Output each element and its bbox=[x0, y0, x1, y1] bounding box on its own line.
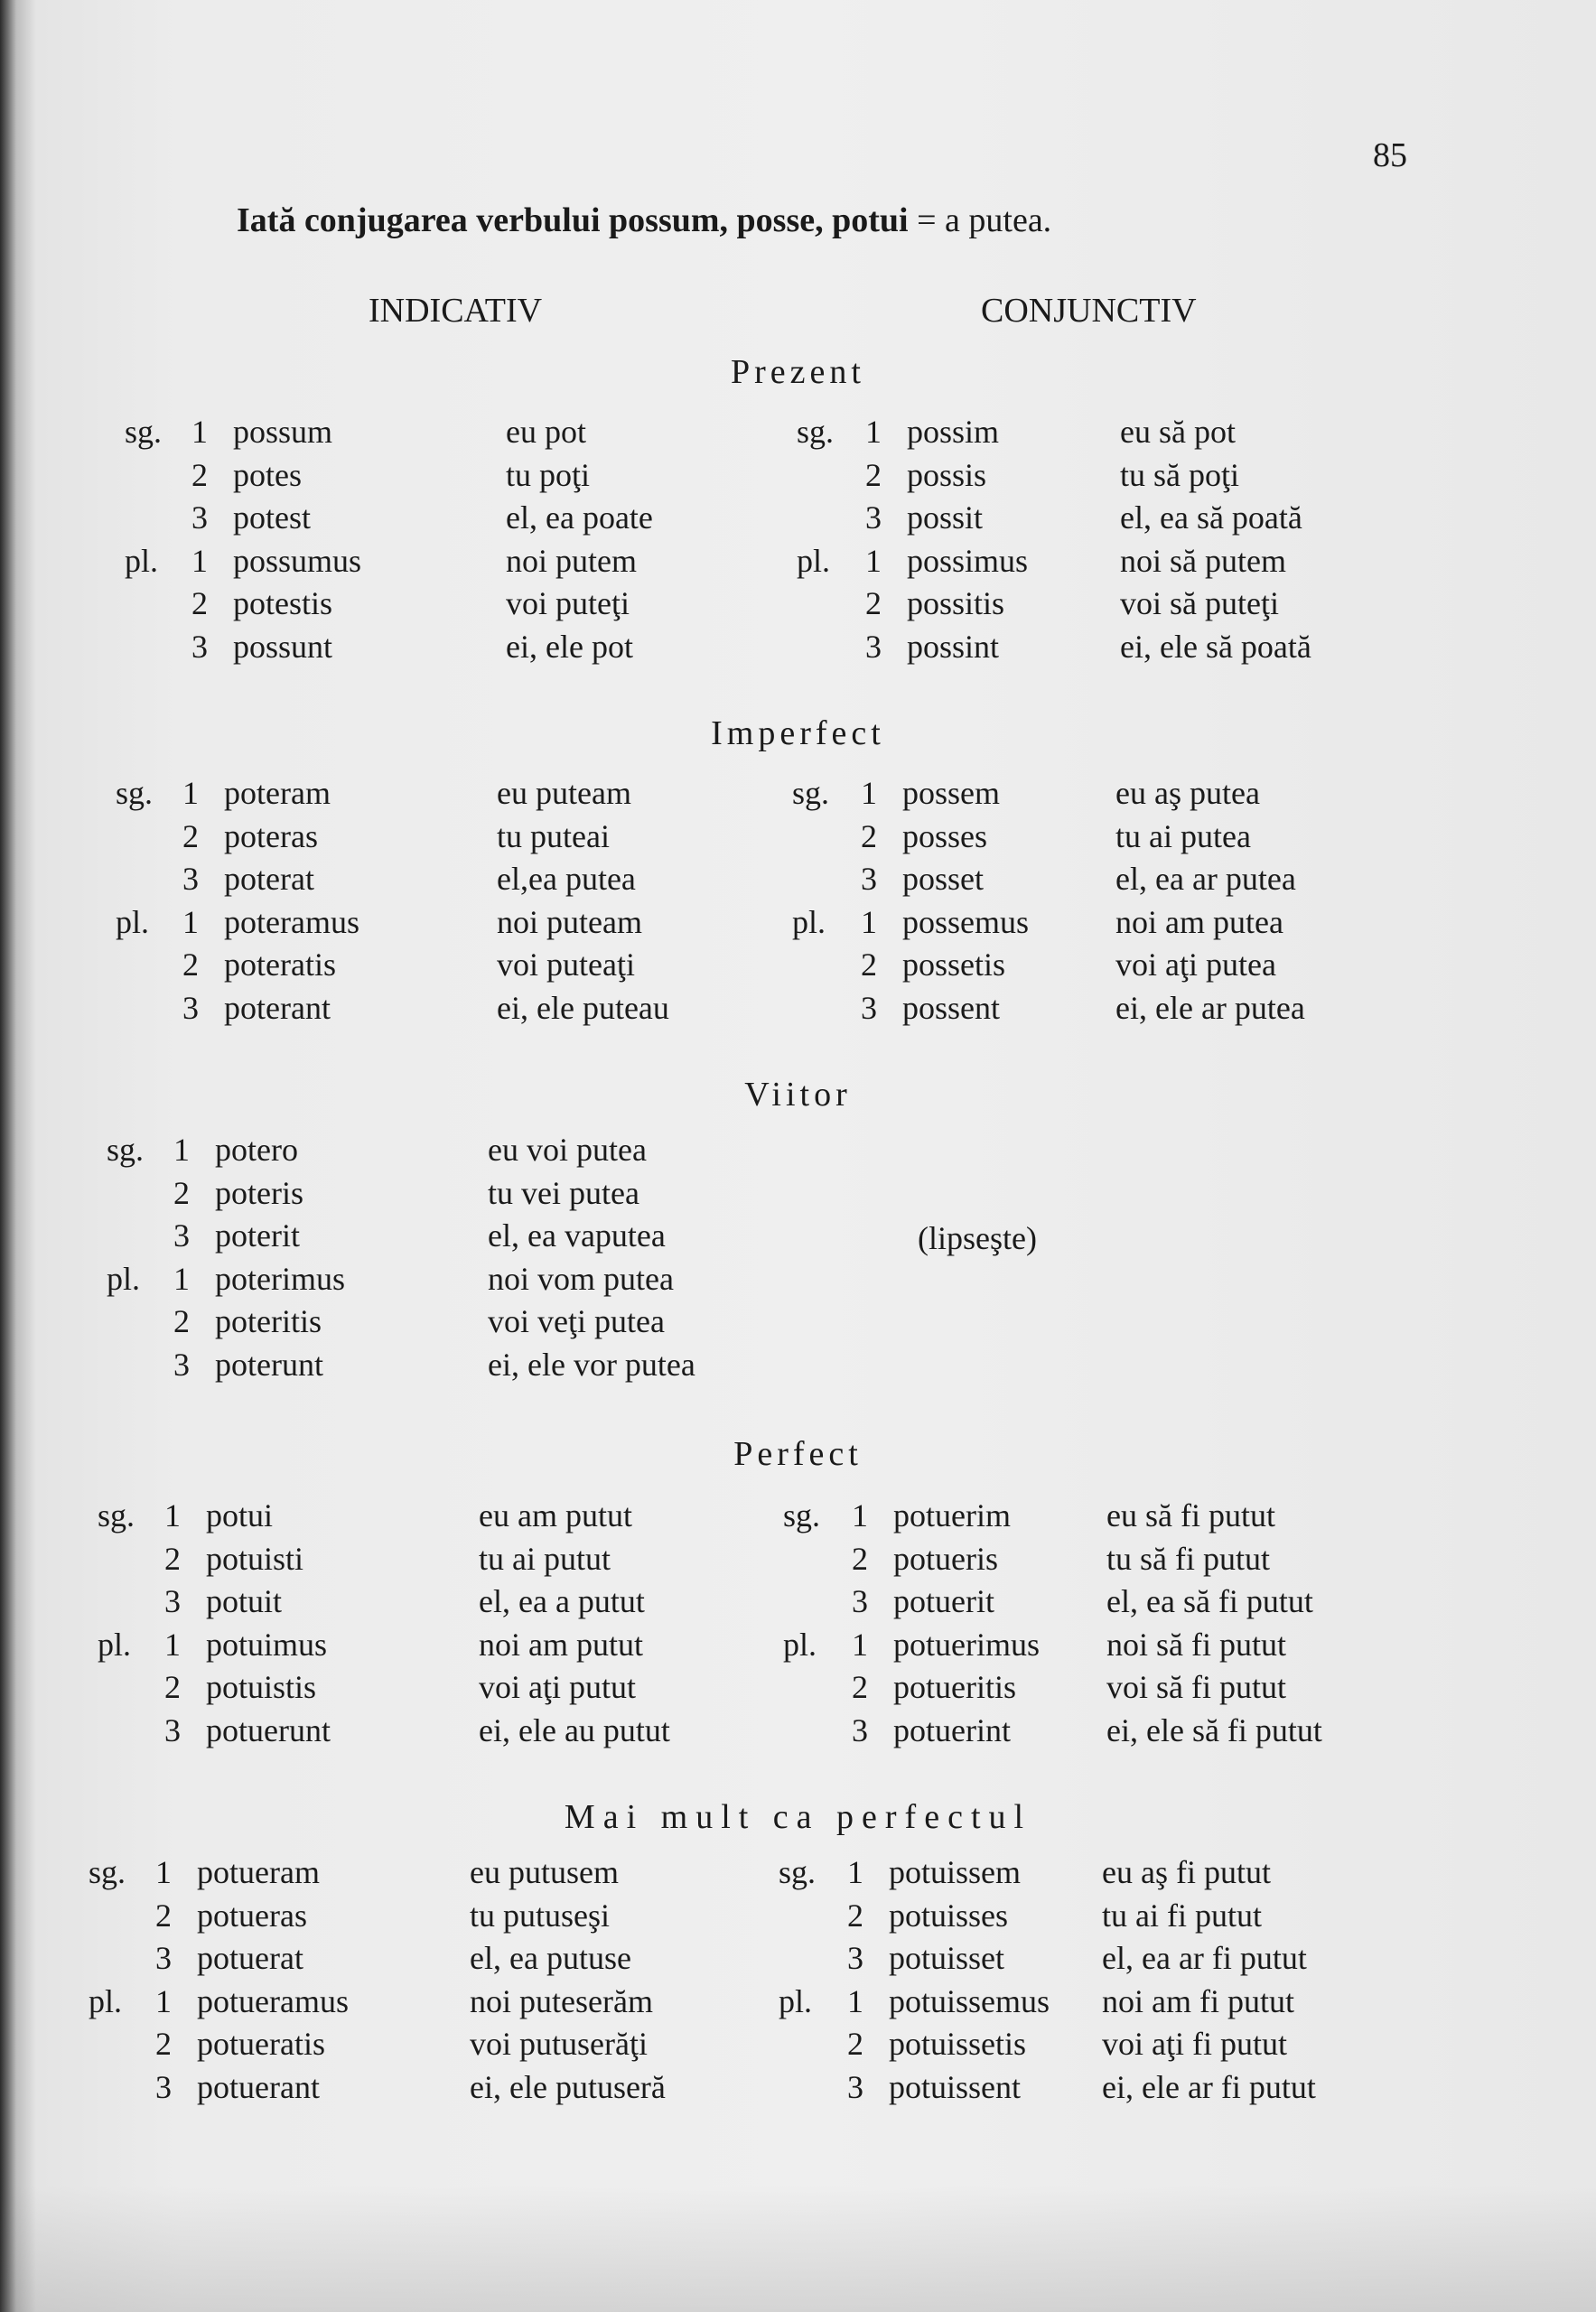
indicativ-romanian-cell: voi aţi putut bbox=[479, 1669, 636, 1705]
conjunctiv-person-cell: 1 bbox=[865, 542, 882, 579]
conjunctiv-romanian-cell: el, ea ar fi putut bbox=[1102, 1940, 1307, 1976]
indicativ-romanian-cell: noi puteam bbox=[497, 903, 642, 940]
indicativ-person-cell: 2 bbox=[164, 1669, 181, 1705]
indicativ-latin-cell: potui bbox=[206, 1497, 274, 1534]
conjunctiv-latin-cell: possit bbox=[907, 499, 984, 536]
conjunctiv-person-cell: 1 bbox=[861, 903, 877, 940]
indicativ-romanian-cell: voi putuserăţi bbox=[470, 2026, 648, 2062]
indicativ-group-cell: sg. bbox=[89, 1854, 126, 1890]
conjunctiv-latin-cell: possint bbox=[907, 628, 1000, 665]
indicativ-romanian-cell: eu am putut bbox=[479, 1497, 632, 1534]
indicativ-latin-cell: potueras bbox=[197, 1897, 307, 1934]
indicativ-person-cell: 1 bbox=[155, 1854, 172, 1890]
conjunctiv-romanian-cell: voi să fi putut bbox=[1106, 1669, 1286, 1705]
indicativ-person-cell: 3 bbox=[164, 1583, 181, 1619]
indicativ-romanian-cell: tu putuseşi bbox=[470, 1897, 611, 1934]
indicativ-romanian-cell: el,ea putea bbox=[497, 861, 636, 897]
indicativ-latin-cell: poteram bbox=[224, 775, 331, 811]
indicativ-latin-cell: poteras bbox=[224, 817, 318, 854]
indicativ-romanian-cell: el, ea poate bbox=[506, 499, 653, 536]
conjunctiv-person-cell: 2 bbox=[852, 1540, 868, 1577]
indicativ-person-cell: 1 bbox=[155, 1982, 172, 2019]
conjunctiv-person-cell: 3 bbox=[852, 1711, 868, 1748]
conjunctiv-romanian-cell: el, ea ar putea bbox=[1115, 861, 1296, 897]
conjunctiv-person-cell: 3 bbox=[852, 1583, 868, 1619]
indicativ-latin-cell: potueram bbox=[197, 1854, 320, 1890]
conjunctiv-person-cell: 2 bbox=[861, 946, 877, 983]
page-shadow bbox=[0, 2186, 1596, 2312]
indicativ-person-cell: 1 bbox=[191, 414, 208, 450]
conjunctiv-group-cell: pl. bbox=[797, 542, 831, 579]
indicativ-person-cell: 1 bbox=[164, 1626, 181, 1663]
conjunctiv-person-cell: 1 bbox=[847, 1982, 863, 2019]
conjunctiv-latin-cell: potuerimus bbox=[893, 1626, 1040, 1663]
indicativ-latin-cell: potuimus bbox=[206, 1626, 328, 1663]
indicativ-person-cell: 3 bbox=[173, 1346, 190, 1383]
tense-heading-perfect: Perfect bbox=[733, 1435, 863, 1473]
indicativ-person-cell: 2 bbox=[173, 1303, 190, 1339]
indicativ-person-cell: 2 bbox=[182, 946, 199, 983]
conjunctiv-romanian-cell: eu aş putea bbox=[1115, 775, 1260, 811]
conjunctiv-latin-cell: potuissem bbox=[889, 1854, 1022, 1890]
indicativ-romanian-cell: noi vom putea bbox=[488, 1260, 674, 1297]
indicativ-latin-cell: poteratis bbox=[224, 946, 336, 983]
tense-heading-prezent: Prezent bbox=[731, 353, 865, 391]
conjunctiv-person-cell: 3 bbox=[861, 989, 877, 1026]
indicativ-person-cell: 3 bbox=[182, 861, 199, 897]
indicativ-group-cell: pl. bbox=[125, 542, 159, 579]
conjunctiv-person-cell: 1 bbox=[852, 1497, 868, 1534]
indicativ-latin-cell: poteramus bbox=[224, 903, 359, 940]
indicativ-person-cell: 3 bbox=[191, 499, 208, 536]
indicativ-latin-cell: possum bbox=[233, 414, 333, 450]
indicativ-group-cell: pl. bbox=[116, 903, 150, 940]
indicativ-latin-cell: poterant bbox=[224, 989, 331, 1026]
conjunctiv-person-cell: 2 bbox=[852, 1669, 868, 1705]
indicativ-group-cell: sg. bbox=[116, 775, 154, 811]
conjunctiv-person-cell: 1 bbox=[865, 414, 882, 450]
conjunctiv-romanian-cell: noi am fi putut bbox=[1102, 1982, 1294, 2019]
intro-prefix: Iată conjugarea verbului possum, posse, potui bbox=[237, 201, 909, 239]
indicativ-latin-cell: potestis bbox=[233, 585, 333, 621]
indicativ-person-cell: 2 bbox=[191, 585, 208, 621]
conjunctiv-romanian-cell: tu ai putea bbox=[1115, 817, 1251, 854]
indicativ-latin-cell: potuit bbox=[206, 1583, 283, 1619]
indicativ-latin-cell: poteritis bbox=[215, 1303, 322, 1339]
indicativ-romanian-cell: el, ea a putut bbox=[479, 1583, 645, 1619]
conjunctiv-group-cell: sg. bbox=[792, 775, 830, 811]
conjunctiv-latin-cell: potuerit bbox=[893, 1583, 994, 1619]
conjunctiv-person-cell: 2 bbox=[865, 456, 882, 493]
conjunctiv-latin-cell: potuisset bbox=[889, 1940, 1005, 1976]
conjunctiv-latin-cell: potuisses bbox=[889, 1897, 1009, 1934]
indicativ-romanian-cell: el, ea putuse bbox=[470, 1940, 631, 1976]
indicativ-romanian-cell: tu poţi bbox=[506, 456, 591, 493]
tense-heading-mai-mult-ca-perfectul: Mai mult ca perfectul bbox=[564, 1798, 1032, 1836]
indicativ-latin-cell: potueramus bbox=[197, 1982, 349, 2019]
conjunctiv-group-cell: pl. bbox=[783, 1626, 817, 1663]
indicativ-romanian-cell: eu puteam bbox=[497, 775, 631, 811]
tense-heading-imperfect: Imperfect bbox=[711, 714, 885, 752]
conjunctiv-romanian-cell: ei, ele ar putea bbox=[1115, 989, 1305, 1026]
conjunctiv-romanian-cell: eu aş fi putut bbox=[1102, 1854, 1271, 1890]
indicativ-group-cell: pl. bbox=[89, 1982, 123, 2019]
conjunctiv-romanian-cell: voi aţi putea bbox=[1115, 946, 1276, 983]
indicativ-latin-cell: poterat bbox=[224, 861, 314, 897]
conjunctiv-latin-cell: potuerint bbox=[893, 1711, 1011, 1748]
indicativ-person-cell: 3 bbox=[182, 989, 199, 1026]
indicativ-romanian-cell: ei, ele puteau bbox=[497, 989, 669, 1026]
conjunctiv-person-cell: 2 bbox=[847, 1897, 863, 1934]
indicativ-latin-cell: potuistis bbox=[206, 1669, 317, 1705]
conjunctiv-person-cell: 1 bbox=[861, 775, 877, 811]
indicativ-person-cell: 3 bbox=[173, 1217, 190, 1254]
indicativ-person-cell: 2 bbox=[191, 456, 208, 493]
indicativ-romanian-cell: voi puteţi bbox=[506, 585, 630, 621]
indicativ-romanian-cell: ei, ele pot bbox=[506, 628, 633, 665]
conjunctiv-person-cell: 3 bbox=[847, 2068, 863, 2105]
indicativ-romanian-cell: voi veţi putea bbox=[488, 1303, 665, 1339]
indicativ-romanian-cell: noi am putut bbox=[479, 1626, 643, 1663]
tense-heading-viitor: Viitor bbox=[744, 1076, 852, 1114]
conjunctiv-latin-cell: posses bbox=[902, 817, 988, 854]
indicativ-latin-cell: potest bbox=[233, 499, 311, 536]
conjunctiv-romanian-cell: voi aţi fi putut bbox=[1102, 2026, 1287, 2062]
indicativ-person-cell: 1 bbox=[164, 1497, 181, 1534]
indicativ-romanian-cell: ei, ele au putut bbox=[479, 1711, 670, 1748]
indicativ-person-cell: 1 bbox=[173, 1260, 190, 1297]
conjunctiv-viitor-missing: (lipseşte) bbox=[918, 1220, 1037, 1256]
conjunctiv-latin-cell: potuissemus bbox=[889, 1982, 1050, 2019]
indicativ-romanian-cell: voi puteaţi bbox=[497, 946, 635, 983]
indicativ-heading: INDICATIV bbox=[369, 292, 543, 330]
indicativ-latin-cell: potuerat bbox=[197, 1940, 303, 1976]
indicativ-romanian-cell: noi putem bbox=[506, 542, 637, 579]
indicativ-person-cell: 3 bbox=[155, 1940, 172, 1976]
indicativ-romanian-cell: ei, ele vor putea bbox=[488, 1346, 695, 1383]
indicativ-romanian-cell: noi puteserăm bbox=[470, 1982, 653, 2019]
indicativ-person-cell: 3 bbox=[155, 2068, 172, 2105]
indicativ-latin-cell: potuerunt bbox=[206, 1711, 331, 1748]
indicativ-latin-cell: potes bbox=[233, 456, 302, 493]
conjunctiv-romanian-cell: tu ai fi putut bbox=[1102, 1897, 1262, 1934]
indicativ-latin-cell: possunt bbox=[233, 628, 333, 665]
conjunctiv-romanian-cell: eu să fi putut bbox=[1106, 1497, 1275, 1534]
indicativ-latin-cell: potuisti bbox=[206, 1540, 304, 1577]
conjunctiv-latin-cell: possemus bbox=[902, 903, 1030, 940]
indicativ-person-cell: 1 bbox=[182, 775, 199, 811]
intro-suffix: = a putea. bbox=[908, 201, 1052, 239]
indicativ-person-cell: 1 bbox=[182, 903, 199, 940]
conjunctiv-group-cell: sg. bbox=[779, 1854, 817, 1890]
indicativ-person-cell: 2 bbox=[182, 817, 199, 854]
conjunctiv-latin-cell: potuissetis bbox=[889, 2026, 1027, 2062]
indicativ-person-cell: 2 bbox=[155, 2026, 172, 2062]
conjunctiv-group-cell: pl. bbox=[779, 1982, 813, 2019]
conjunctiv-romanian-cell: tu să poţi bbox=[1120, 456, 1239, 493]
conjunctiv-person-cell: 2 bbox=[847, 2026, 863, 2062]
conjunctiv-group-cell: pl. bbox=[792, 903, 826, 940]
conjunctiv-latin-cell: potuerim bbox=[893, 1497, 1011, 1534]
conjunctiv-group-cell: sg. bbox=[797, 414, 835, 450]
conjunctiv-latin-cell: possent bbox=[902, 989, 1000, 1026]
indicativ-latin-cell: poterit bbox=[215, 1217, 300, 1254]
conjunctiv-group-cell: sg. bbox=[783, 1497, 821, 1534]
indicativ-person-cell: 1 bbox=[191, 542, 208, 579]
indicativ-group-cell: sg. bbox=[98, 1497, 135, 1534]
conjunctiv-romanian-cell: noi am putea bbox=[1115, 903, 1283, 940]
conjunctiv-person-cell: 3 bbox=[865, 499, 882, 536]
indicativ-romanian-cell: eu voi putea bbox=[488, 1132, 647, 1168]
conjunctiv-person-cell: 2 bbox=[861, 817, 877, 854]
indicativ-latin-cell: poterimus bbox=[215, 1260, 345, 1297]
indicativ-romanian-cell: el, ea vaputea bbox=[488, 1217, 666, 1254]
intro-sentence bbox=[237, 200, 1051, 240]
conjunctiv-romanian-cell: eu să pot bbox=[1120, 414, 1236, 450]
page-number: 85 bbox=[1373, 136, 1407, 174]
indicativ-latin-cell: poterunt bbox=[215, 1346, 323, 1383]
indicativ-latin-cell: potueratis bbox=[197, 2026, 325, 2062]
indicativ-group-cell: pl. bbox=[98, 1626, 132, 1663]
indicativ-latin-cell: poteris bbox=[215, 1174, 303, 1211]
indicativ-latin-cell: potuerant bbox=[197, 2068, 320, 2105]
conjunctiv-romanian-cell: ei, ele să fi putut bbox=[1106, 1711, 1322, 1748]
conjunctiv-latin-cell: posset bbox=[902, 861, 984, 897]
indicativ-person-cell: 2 bbox=[164, 1540, 181, 1577]
indicativ-group-cell: sg. bbox=[125, 414, 163, 450]
conjunctiv-person-cell: 2 bbox=[865, 585, 882, 621]
conjunctiv-latin-cell: potuissent bbox=[889, 2068, 1022, 2105]
conjunctiv-heading: CONJUNCTIV bbox=[981, 292, 1197, 330]
indicativ-group-cell: pl. bbox=[107, 1260, 141, 1297]
indicativ-romanian-cell: tu puteai bbox=[497, 817, 610, 854]
conjunctiv-romanian-cell: el, ea să fi putut bbox=[1106, 1583, 1313, 1619]
conjunctiv-romanian-cell: noi să putem bbox=[1120, 542, 1286, 579]
indicativ-person-cell: 2 bbox=[155, 1897, 172, 1934]
conjunctiv-latin-cell: potueritis bbox=[893, 1669, 1016, 1705]
conjunctiv-person-cell: 3 bbox=[865, 628, 882, 665]
conjunctiv-latin-cell: possem bbox=[902, 775, 1000, 811]
conjunctiv-person-cell: 3 bbox=[861, 861, 877, 897]
indicativ-romanian-cell: tu vei putea bbox=[488, 1174, 639, 1211]
indicativ-romanian-cell: eu putusem bbox=[470, 1854, 619, 1890]
conjunctiv-romanian-cell: voi să puteţi bbox=[1120, 585, 1279, 621]
conjunctiv-romanian-cell: noi să fi putut bbox=[1106, 1626, 1286, 1663]
conjunctiv-latin-cell: possis bbox=[907, 456, 987, 493]
indicativ-person-cell: 2 bbox=[173, 1174, 190, 1211]
conjunctiv-romanian-cell: tu să fi putut bbox=[1106, 1540, 1270, 1577]
conjunctiv-person-cell: 3 bbox=[847, 1940, 863, 1976]
indicativ-romanian-cell: tu ai putut bbox=[479, 1540, 611, 1577]
conjunctiv-person-cell: 1 bbox=[852, 1626, 868, 1663]
conjunctiv-latin-cell: possim bbox=[907, 414, 1000, 450]
conjunctiv-latin-cell: possimus bbox=[907, 542, 1029, 579]
indicativ-romanian-cell: eu pot bbox=[506, 414, 586, 450]
conjunctiv-latin-cell: potueris bbox=[893, 1540, 998, 1577]
indicativ-person-cell: 1 bbox=[173, 1132, 190, 1168]
conjunctiv-romanian-cell: ei, ele să poată bbox=[1120, 628, 1311, 665]
indicativ-person-cell: 3 bbox=[191, 628, 208, 665]
conjunctiv-latin-cell: possitis bbox=[907, 585, 1005, 621]
indicativ-romanian-cell: ei, ele putuseră bbox=[470, 2068, 666, 2105]
indicativ-group-cell: sg. bbox=[107, 1132, 145, 1168]
conjunctiv-romanian-cell: ei, ele ar fi putut bbox=[1102, 2068, 1316, 2105]
indicativ-person-cell: 3 bbox=[164, 1711, 181, 1748]
indicativ-latin-cell: potero bbox=[215, 1132, 298, 1168]
conjunctiv-romanian-cell: el, ea să poată bbox=[1120, 499, 1302, 536]
indicativ-latin-cell: possumus bbox=[233, 542, 362, 579]
conjunctiv-latin-cell: possetis bbox=[902, 946, 1006, 983]
conjunctiv-person-cell: 1 bbox=[847, 1854, 863, 1890]
